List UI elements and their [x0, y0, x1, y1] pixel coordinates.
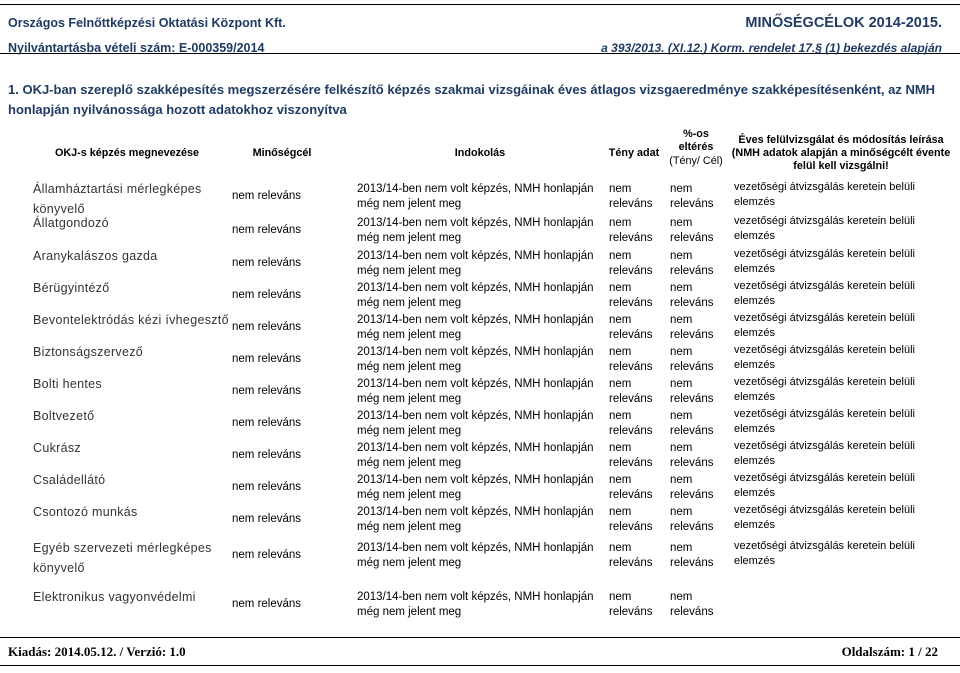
- deviation-value-line2: releváns: [670, 393, 714, 405]
- review-text: vezetőségi átvizsgálás keretein belüli elemzés: [734, 215, 915, 242]
- review-text: vezetőségi átvizsgálás keretein belüli elemzés: [734, 181, 915, 208]
- fact-value-line1: nem: [609, 250, 632, 262]
- deviation-value: [670, 409, 720, 439]
- deviation-value-line1: nem: [670, 506, 693, 518]
- training-name-line1: Elektronikus vagyonvédelmi: [33, 590, 196, 604]
- header-reason: Indokolás: [454, 147, 506, 159]
- review-text: vezetőségi átvizsgálás keretein belüli elemzés: [734, 540, 915, 567]
- fact-value: [609, 281, 659, 311]
- fact-value-line1: nem: [609, 442, 632, 454]
- deviation-value: [670, 505, 720, 535]
- deviation-value-line2: releváns: [670, 265, 714, 277]
- fact-value-line1: nem: [609, 314, 632, 326]
- review-text: vezetőségi átvizsgálás keretein belüli elemzés: [734, 280, 915, 307]
- deviation-value-line1: nem: [670, 410, 693, 422]
- review-text: vezetőségi átvizsgálás keretein belüli elemzés: [734, 504, 915, 531]
- header-deviation-line2: (Tény/ Cél): [669, 155, 723, 167]
- fact-value-line2: releváns: [609, 425, 653, 437]
- deviation-value: [670, 590, 720, 620]
- header-goal: Minőségcél: [252, 147, 312, 159]
- fact-value-line1: nem: [609, 346, 632, 358]
- training-name: [33, 438, 81, 458]
- fact-value: [609, 541, 659, 571]
- regulation-reference: a 393/2013. (XI.12.) Korm. rendelet 17.§ (1) bekezdés alapján: [601, 41, 942, 55]
- fact-value: [609, 313, 659, 343]
- deviation-value-line2: releváns: [670, 297, 714, 309]
- quality-goal: nem releváns: [232, 353, 302, 365]
- page-number: Oldalszám: 1 / 22: [841, 644, 938, 659]
- reason-text: 2013/14-ben nem volt képzés, NMH honlapján még nem jelent meg: [357, 506, 594, 533]
- reason-text: 2013/14-ben nem volt képzés, NMH honlapján még nem jelent meg: [357, 378, 594, 405]
- deviation-value-line2: releváns: [670, 198, 714, 210]
- fact-value-line2: releváns: [609, 606, 653, 618]
- deviation-value-line2: releváns: [670, 232, 714, 244]
- fact-value-line2: releváns: [609, 232, 653, 244]
- deviation-value-line1: nem: [670, 346, 693, 358]
- fact-value-line1: nem: [609, 506, 632, 518]
- review-text: vezetőségi átvizsgálás keretein belüli elemzés: [734, 312, 915, 339]
- reason-text: 2013/14-ben nem volt képzés, NMH honlapján még nem jelent meg: [357, 442, 594, 469]
- deviation-value: [670, 182, 720, 212]
- deviation-value-line1: nem: [670, 183, 693, 195]
- quality-goal: nem releváns: [232, 385, 302, 397]
- deviation-value-line1: nem: [670, 314, 693, 326]
- fact-value-line1: nem: [609, 217, 632, 229]
- reason-text: 2013/14-ben nem volt képzés, NMH honlapján még nem jelent meg: [357, 474, 594, 501]
- training-name-line1: Bérügyintéző: [33, 281, 110, 295]
- quality-goal: nem releváns: [232, 513, 302, 525]
- reason-text: 2013/14-ben nem volt képzés, NMH honlapján még nem jelent meg: [357, 217, 594, 244]
- deviation-value-line1: nem: [670, 591, 693, 603]
- fact-value-line2: releváns: [609, 521, 653, 533]
- training-name: [33, 406, 94, 426]
- reason-text: 2013/14-ben nem volt képzés, NMH honlapján még nem jelent meg: [357, 250, 594, 277]
- reason-text: 2013/14-ben nem volt képzés, NMH honlapján még nem jelent meg: [357, 183, 594, 210]
- deviation-value: [670, 473, 720, 503]
- deviation-value: [670, 313, 720, 343]
- training-name-line1: Aranykalászos gazda: [33, 249, 158, 263]
- training-name-line1: Csontozó munkás: [33, 505, 138, 519]
- training-name-line1: Cukrász: [33, 441, 81, 455]
- header-review: Éves felülvizsgálat és módosítás leírása (NMH adatok alapján a minőségcélt évente felül kell vizsgálni!: [731, 134, 951, 172]
- training-name-line1: Boltvezető: [33, 409, 95, 423]
- training-name-line1: Egyéb szervezeti mérlegképes: [33, 541, 212, 555]
- training-name-line1: Bevontelektródás kézi ívhegesztő: [33, 313, 229, 327]
- review-text: vezetőségi átvizsgálás keretein belüli elemzés: [734, 408, 915, 435]
- training-name-line1: Biztonságszervező: [33, 345, 144, 359]
- training-name-line1: Állatgondozó: [33, 216, 109, 230]
- fact-value-line1: nem: [609, 474, 632, 486]
- deviation-value-line1: nem: [670, 542, 693, 554]
- fact-value: [609, 505, 659, 535]
- fact-value-line2: releváns: [609, 489, 653, 501]
- deviation-value-line2: releváns: [670, 606, 714, 618]
- fact-value: [609, 216, 659, 246]
- deviation-value-line1: nem: [670, 250, 693, 262]
- review-text: vezetőségi átvizsgálás keretein belüli elemzés: [734, 248, 915, 275]
- deviation-value-line2: releváns: [670, 361, 714, 373]
- fact-value-line2: releváns: [609, 393, 653, 405]
- header-deviation-line1: %-os eltérés: [678, 128, 714, 153]
- quality-goal: nem releváns: [232, 598, 302, 610]
- reason-text: 2013/14-ben nem volt képzés, NMH honlapján még nem jelent meg: [357, 591, 594, 618]
- reason-text: 2013/14-ben nem volt képzés, NMH honlapján még nem jelent meg: [357, 314, 594, 341]
- fact-value-line1: nem: [609, 183, 632, 195]
- header-name: OKJ-s képzés megnevezése: [54, 147, 200, 159]
- training-name: [33, 246, 158, 266]
- fact-value-line2: releváns: [609, 198, 653, 210]
- quality-goal: nem releváns: [232, 321, 302, 333]
- reason-text: 2013/14-ben nem volt képzés, NMH honlapján még nem jelent meg: [357, 282, 594, 309]
- deviation-value-line1: nem: [670, 474, 693, 486]
- reason-text: 2013/14-ben nem volt képzés, NMH honlapján még nem jelent meg: [357, 346, 594, 373]
- fact-value-line1: nem: [609, 378, 632, 390]
- org-name: Országos Felnőttképzési Oktatási Központ Kft.: [8, 16, 286, 30]
- fact-value: [609, 377, 659, 407]
- reason-text: 2013/14-ben nem volt képzés, NMH honlapján még nem jelent meg: [357, 542, 594, 569]
- fact-value-line2: releváns: [609, 557, 653, 569]
- fact-value: [609, 590, 659, 620]
- training-name: [33, 342, 143, 362]
- quality-goal: nem releváns: [232, 481, 302, 493]
- section-intro: 1. OKJ-ban szereplő szakképesítés megszerzésére felkészítő képzés szakmai vizsgáinak éves átlagos vizsgaeredménye szakképesítésenként, az NMH honlapján nyilvánossága hozott adatokhoz viszonyítva: [8, 82, 936, 117]
- review-text: vezetőségi átvizsgálás keretein belüli elemzés: [734, 344, 915, 371]
- deviation-value-line2: releváns: [670, 329, 714, 341]
- page-footer: [0, 637, 960, 666]
- deviation-value-line2: releváns: [670, 521, 714, 533]
- training-name: [33, 374, 102, 394]
- header-fact: Tény adat: [608, 147, 660, 159]
- fact-value-line2: releváns: [609, 265, 653, 277]
- training-name: [33, 213, 109, 233]
- deviation-value-line2: releváns: [670, 557, 714, 569]
- deviation-value: [670, 216, 720, 246]
- fact-value-line1: nem: [609, 410, 632, 422]
- fact-value-line1: nem: [609, 542, 632, 554]
- quality-goal: nem releváns: [232, 449, 302, 461]
- deviation-value: [670, 441, 720, 471]
- training-name: [33, 310, 229, 330]
- quality-goal: nem releváns: [232, 417, 302, 429]
- fact-value-line2: releváns: [609, 297, 653, 309]
- training-name: [33, 538, 212, 578]
- doc-title: MINŐSÉGCÉLOK 2014-2015.: [745, 15, 942, 31]
- training-name-line1: Bolti hentes: [33, 377, 102, 391]
- fact-value: [609, 182, 659, 212]
- training-name: [33, 278, 110, 298]
- reason-text: 2013/14-ben nem volt képzés, NMH honlapján még nem jelent meg: [357, 410, 594, 437]
- deviation-value-line1: nem: [670, 282, 693, 294]
- quality-goal: nem releváns: [232, 224, 302, 236]
- review-text: vezetőségi átvizsgálás keretein belüli elemzés: [734, 376, 915, 403]
- fact-value: [609, 441, 659, 471]
- training-name: [33, 502, 138, 522]
- quality-goal: nem releváns: [232, 549, 302, 561]
- deviation-value: [670, 249, 720, 279]
- training-name-line2: könyvelő: [33, 561, 85, 575]
- quality-goal: nem releváns: [232, 257, 302, 269]
- deviation-value-line1: nem: [670, 217, 693, 229]
- registration-number: Nyilvántartásba vételi szám: E-000359/2014: [8, 41, 265, 55]
- review-text: vezetőségi átvizsgálás keretein belüli elemzés: [734, 440, 915, 467]
- training-name-line2: könyvelő: [33, 202, 85, 216]
- fact-value-line2: releváns: [609, 457, 653, 469]
- header-deviation: [668, 128, 724, 168]
- fact-value-line2: releváns: [609, 361, 653, 373]
- fact-value: [609, 409, 659, 439]
- deviation-value: [670, 345, 720, 375]
- fact-value-line1: nem: [609, 282, 632, 294]
- deviation-value-line2: releváns: [670, 457, 714, 469]
- deviation-value-line2: releváns: [670, 489, 714, 501]
- fact-value-line1: nem: [609, 591, 632, 603]
- fact-value: [609, 249, 659, 279]
- deviation-value-line2: releváns: [670, 425, 714, 437]
- issue-version: Kiadás: 2014.05.12. / Verzió: 1.0: [8, 644, 186, 659]
- deviation-value-line1: nem: [670, 442, 693, 454]
- review-text: vezetőségi átvizsgálás keretein belüli elemzés: [734, 472, 915, 499]
- fact-value-line2: releváns: [609, 329, 653, 341]
- training-name: [33, 470, 105, 490]
- deviation-value: [670, 281, 720, 311]
- fact-value: [609, 345, 659, 375]
- quality-goal: nem releváns: [232, 190, 302, 202]
- training-name: [33, 587, 196, 607]
- deviation-value: [670, 377, 720, 407]
- deviation-value-line1: nem: [670, 378, 693, 390]
- training-name-line1: Családellátó: [33, 473, 106, 487]
- quality-goal: nem releváns: [232, 289, 302, 301]
- training-name-line1: Államháztartási mérlegképes: [33, 182, 202, 196]
- deviation-value: [670, 541, 720, 571]
- fact-value: [609, 473, 659, 503]
